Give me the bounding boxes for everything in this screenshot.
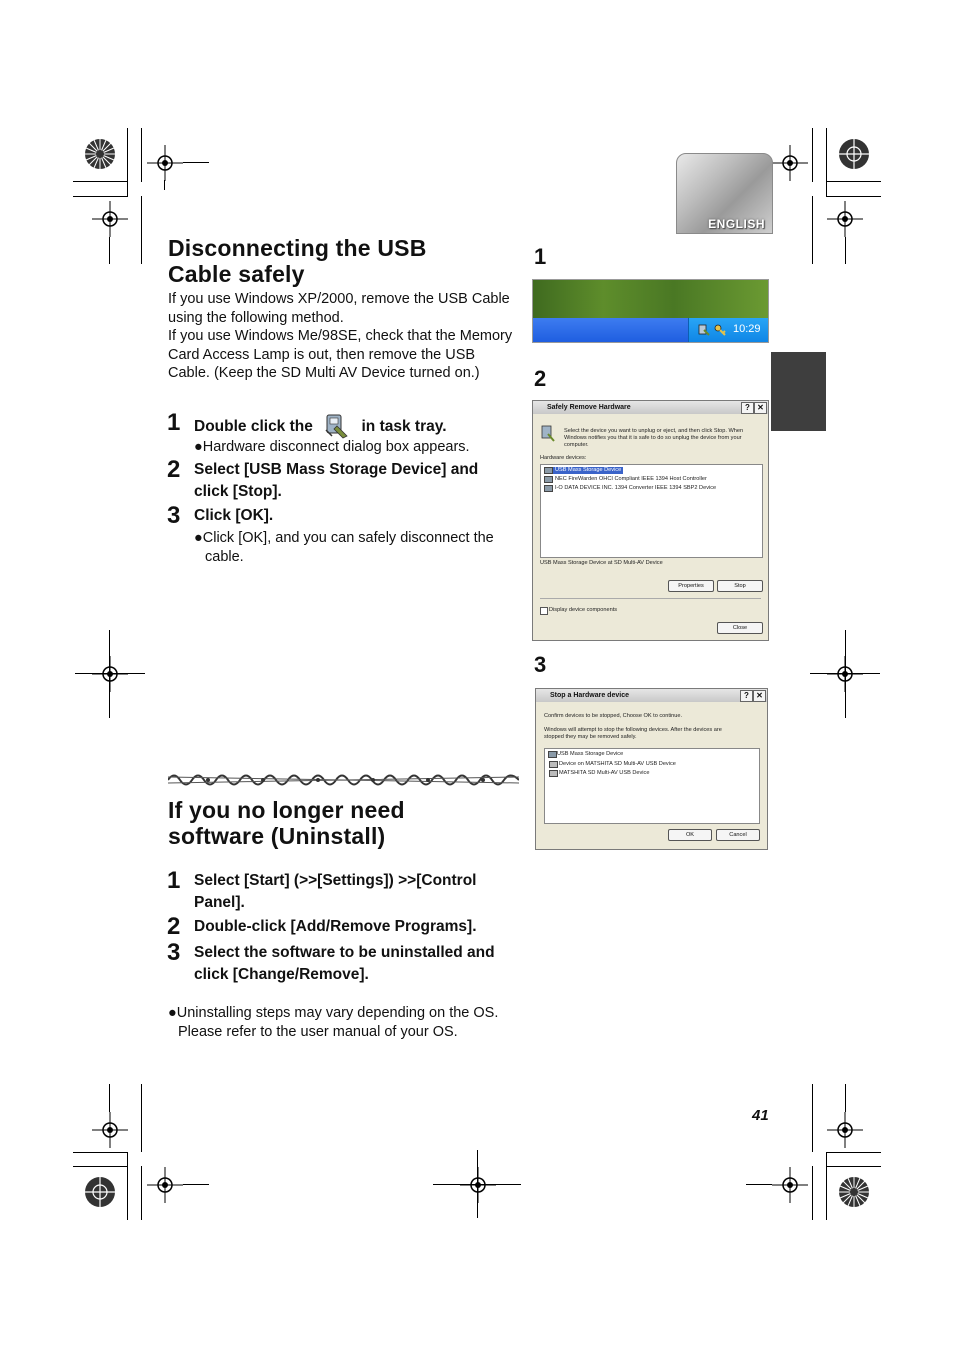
dialog-separator	[540, 598, 761, 599]
device-item[interactable]: NEC FireWarden OHCI Compliant IEEE 1394 Host Controller	[555, 476, 707, 482]
intro-paragraph: If you use Windows XP/2000, remove the USB Cable using the following method. If you use Windows Me/98SE, check that the Memory Card Access Lamp is out, then remove the USB Cable. (Keep the SD Multi AV Device turned on.)	[168, 291, 513, 382]
step-text: Double-click [Add/Remove Programs].	[194, 918, 477, 935]
safely-remove-dialog	[532, 400, 769, 641]
language-tab-label: ENGLISH	[708, 217, 765, 231]
device-item[interactable]: Device on MATSHITA SD Multi-AV USB Device	[559, 761, 676, 767]
cancel-button[interactable]: Cancel	[716, 829, 760, 841]
device-item[interactable]: MATSHITA SD Multi-AV USB Device	[559, 770, 650, 776]
device-status: USB Mass Storage Device at SD Multi-AV Device	[540, 560, 663, 566]
hardware-icon	[540, 425, 556, 448]
display-components-label: Display device components	[549, 607, 618, 613]
converter-icon	[544, 485, 553, 492]
device-item[interactable]: I-O DATA DEVICE INC. 1394 Converter IEEE 1394 SBP2 Device	[555, 485, 717, 491]
step-bullet: ●Click [OK], and you can safely disconnect the cable.	[194, 530, 494, 565]
page-number: 41	[752, 1107, 769, 1124]
properties-button[interactable]: Properties	[668, 580, 714, 592]
hardware-devices-label: Hardware devices:	[540, 455, 587, 461]
controller-icon	[544, 476, 553, 483]
note-bullet: ●Uninstalling steps may vary depending on the OS. Please refer to the user manual of your OS.	[168, 1005, 499, 1040]
system-tray	[688, 318, 769, 342]
confirm-text: Confirm devices to be stopped, Choose OK to continue.	[544, 713, 683, 719]
display-components-checkbox[interactable]	[540, 607, 548, 615]
dialog-titlebar: Safely Remove Hardware	[533, 401, 768, 414]
step-number: 3	[167, 502, 181, 529]
step-bullet: ●Hardware disconnect dialog box appears.	[194, 439, 470, 455]
section-title-uninstall: If you no longer need software (Uninstall)	[168, 797, 405, 849]
taskbar-screenshot	[532, 279, 769, 343]
device-item[interactable]: USB Mass Storage Device	[557, 751, 624, 757]
warning-text: Windows will attempt to stop the following devices. After the devices are stopped they may be removed safely.	[544, 727, 722, 740]
screenshot-number: 3	[534, 652, 547, 677]
hardware-device-list[interactable]	[540, 464, 763, 558]
step-number: 1	[167, 409, 181, 436]
safely-remove-hardware-icon	[323, 412, 351, 440]
step-text: Select [Start] (>>[Settings]) >>[Control Panel].	[194, 872, 477, 911]
help-button[interactable]: ?	[740, 690, 753, 702]
help-button[interactable]: ?	[741, 402, 754, 414]
network-tray-icon[interactable]	[713, 323, 727, 342]
tray-clock: 10:29	[733, 323, 761, 335]
side-tab-block	[771, 352, 826, 431]
safely-remove-tray-icon[interactable]	[697, 323, 711, 342]
usb-device-icon	[544, 467, 553, 474]
step-number: 2	[167, 456, 181, 483]
ok-button[interactable]: OK	[668, 829, 712, 841]
stop-button[interactable]: Stop	[717, 580, 763, 592]
close-button[interactable]: Close	[717, 622, 763, 634]
dialog-titlebar: Stop a Hardware device	[536, 689, 767, 702]
step-text: Select the software to be uninstalled and click [Change/Remove].	[194, 944, 495, 983]
language-tab	[676, 153, 773, 234]
step-text: Click [OK].	[194, 507, 274, 524]
devices-to-stop-list[interactable]	[544, 748, 760, 824]
step-number: 2	[167, 913, 181, 940]
screenshot-number: 2	[534, 366, 547, 391]
step-number: 1	[167, 867, 181, 894]
usb-device-icon	[548, 751, 557, 758]
decorative-divider	[168, 771, 519, 789]
dialog-instructions: Select the device you want to unplug or eject, and then click Stop. When Windows notifies you that it is safe to do so unplug the device from your computer.	[564, 428, 744, 448]
stop-hardware-dialog	[535, 688, 768, 850]
disk-icon	[549, 770, 558, 777]
section-title-disconnect: Disconnecting the USB Cable safely	[168, 235, 427, 287]
section-disconnect	[168, 235, 528, 383]
step-number: 3	[167, 939, 181, 966]
close-x-button[interactable]: ✕	[753, 690, 766, 702]
step-text: Double click the in task tray.	[194, 412, 447, 440]
step-text: Select [USB Mass Storage Device] and click [Stop].	[194, 461, 479, 500]
close-x-button[interactable]: ✕	[754, 402, 767, 414]
device-item[interactable]: USB Mass Storage Device	[555, 467, 622, 473]
disk-icon	[549, 761, 558, 768]
screenshot-number: 1	[534, 244, 547, 269]
